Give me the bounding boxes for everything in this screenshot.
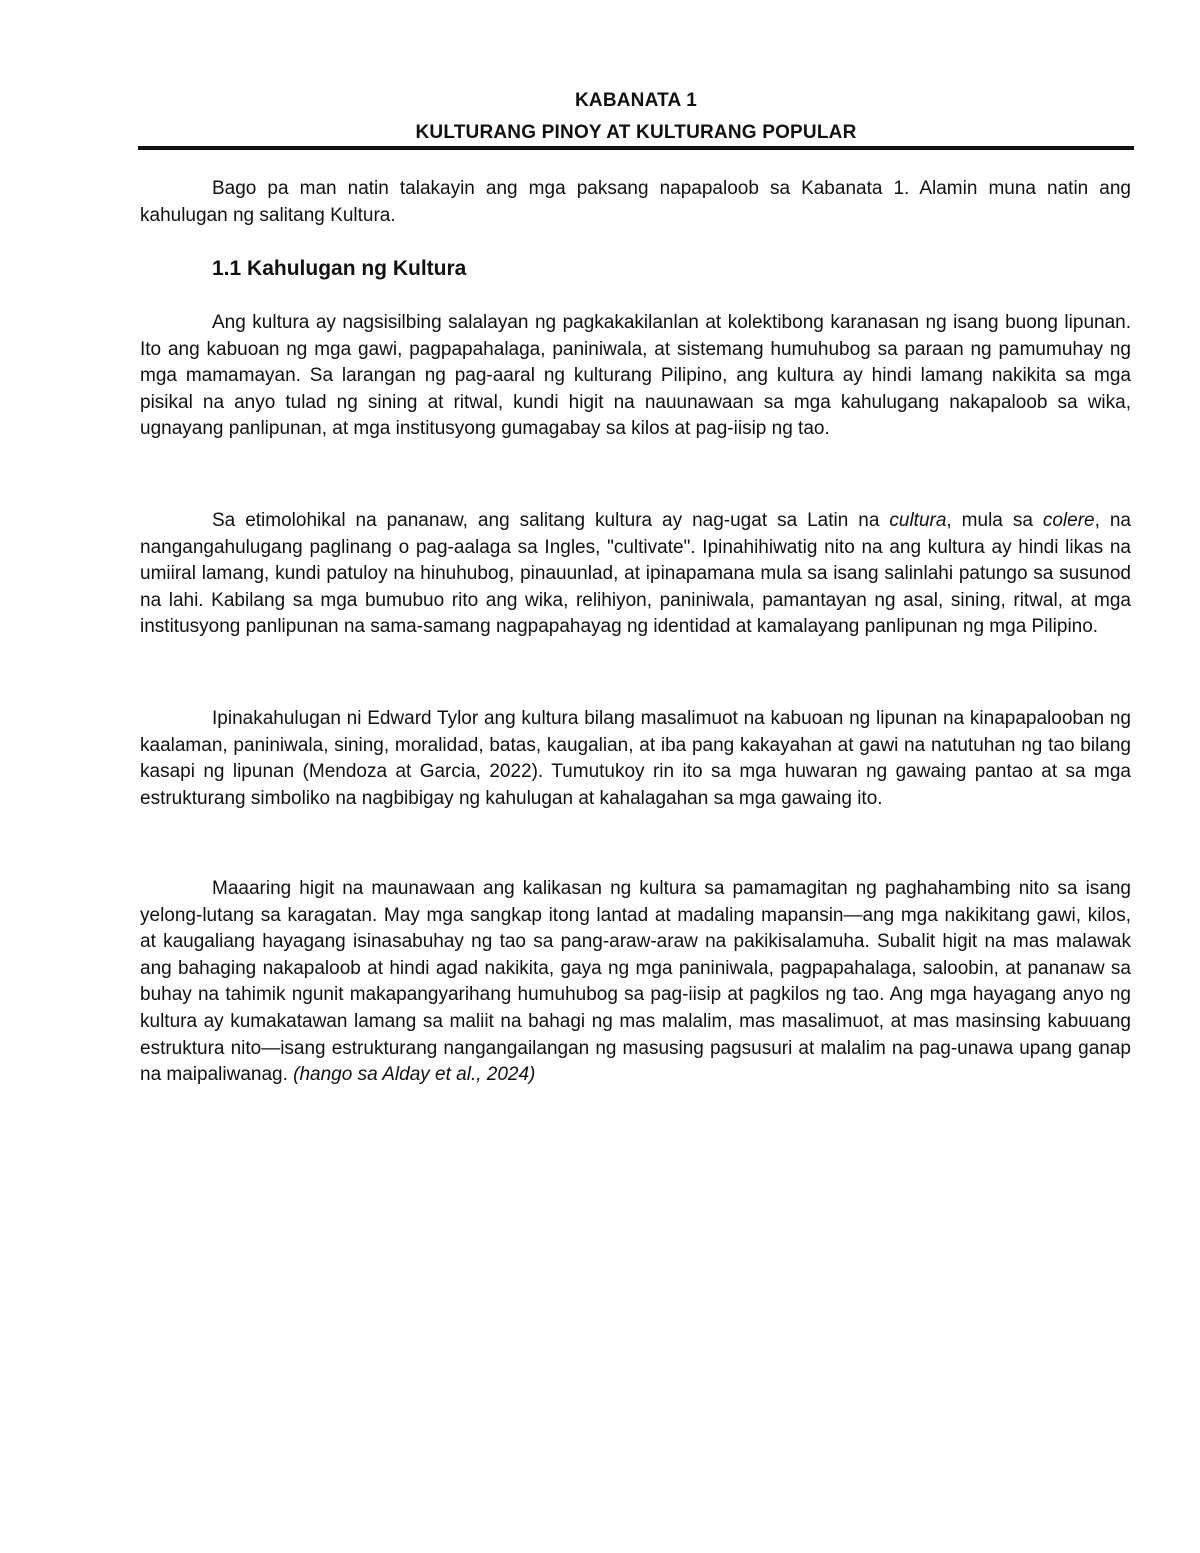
chapter-title: KULTURANG PINOY AT KULTURANG POPULAR bbox=[415, 122, 857, 143]
title-divider bbox=[138, 146, 1134, 150]
chapter-label: KABANATA 1 bbox=[575, 90, 697, 111]
citation: (hango sa Alday et al., 2024) bbox=[293, 1064, 536, 1086]
intro-paragraph: Bago pa man natin talakayin ang mga paksang napapaloob sa Kabanata 1. Alamin muna natin ang kahulugan ng salitang Kultura. bbox=[140, 178, 1131, 226]
paragraph-text: , mula sa bbox=[946, 510, 1043, 531]
section-heading: 1.1 Kahulugan ng Kultura bbox=[212, 257, 467, 280]
latin-term-cultura: cultura bbox=[889, 510, 947, 531]
latin-term-colere: colere bbox=[1042, 510, 1095, 531]
paragraph-etymology bbox=[140, 508, 1131, 641]
paragraph-iceberg bbox=[140, 876, 1131, 1089]
paragraph-definition: Ang kultura ay nagsisilbing salalayan ng pagkakakilanlan at kolektibong karanasan ng isang buong lipunan. Ito ang kabuoan ng mga gawi, pagpapahalaga, paniniwala, at sistemang humuhubog sa paraan ng pamumuhay ng mga mamamayan. Sa larangan ng pag-aaral ng kulturang Pilipino, ang kultura ay hindi lamang nakikita sa mga pisikal na anyo tulad ng sining at ritwal, kundi higit na nauunawaan sa mga kahulugang nakapaloob sa wika, ugnayang panlipunan, at mga institusyong gumagabay sa kilos at pag-iisip ng tao. bbox=[140, 312, 1131, 440]
paragraph-tylor: Ipinakahulugan ni Edward Tylor ang kultura bilang masalimuot na kabuoan ng lipunan na kinapapalooban ng kaalaman, paniniwala, sining, moralidad, batas, kaugalian, at iba pang kakayahan at gawi na natutuhan ng tao bilang kasapi ng lipunan (Mendoza at Garcia, 2022). Tumutukoy rin ito sa mga huwaran ng gawaing pantao at sa mga estrukturang simboliko na nagbibigay ng kahulugan at kahalagahan sa mga gawaing ito. bbox=[140, 708, 1131, 809]
paragraph-text: Maaaring higit na maunawaan ang kalikasan ng kultura sa pamamagitan ng paghahambing nito sa isang yelong-lutang sa karagatan. May mga sangkap itong lantad at madaling mapansin—ang mga nakikitang gawi, kilos, at kaugaliang hayagang isinasabuhay ng tao sa pang-araw-araw na pakikisalamuha. Subalit higit na mas malawak ang bahaging nakapaloob at hindi agad nakikita, gaya ng mga paniniwala, pagpapahalaga, saloobin, at pananaw sa buhay na tahimik ngunit makapangyarihang humuhubog sa pag-iisip at pagkilos ng tao. Ang mga hayagang anyo ng kultura ay kumakatawan lamang sa maliit na bahagi ng mas malalim, mas masalimuot, at mas masinsing kabuuang estruktura nito—isang estrukturang nangangailangan ng masusing pagsusuri at malalim na pag-unawa upang ganap na maipaliwanag. bbox=[140, 878, 1131, 1086]
paragraph-text: Sa etimolohikal na pananaw, ang salitang kultura ay nag-ugat sa Latin na bbox=[212, 510, 890, 531]
paragraph-text: , na nangangahulugang paglinang o pag-aalaga sa Ingles, "cultivate". Ipinahihiwatig nito na ang kultura ay hindi likas na umiiral lamang, kundi patuloy na hinuhubog, pinauunlad, at ipinapamana mula sa isang salinlahi patungo sa susunod na lahi. Kabilang sa mga bumubuo rito ang wika, relihiyon, paniniwala, pamantayan ng asal, sining, ritwal, at mga institusyong panlipunan na sama-samang nagpapahayag ng identidad at kamalayang panlipunan ng mga Pilipino. bbox=[140, 510, 1131, 638]
